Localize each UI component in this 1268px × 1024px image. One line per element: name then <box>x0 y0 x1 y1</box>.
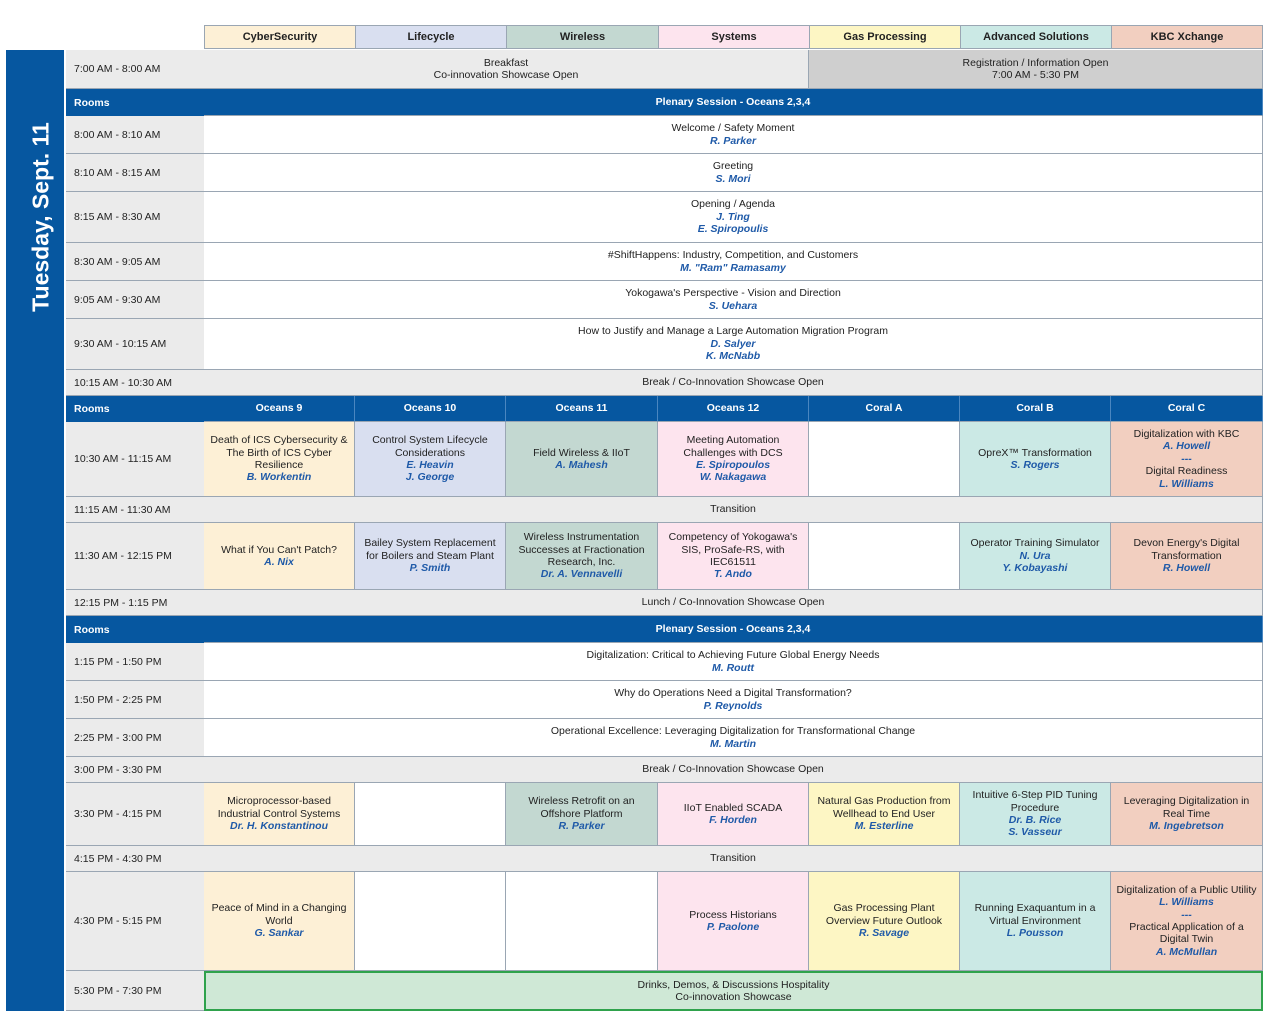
track-legend-item: Advanced Solutions <box>960 25 1112 49</box>
session-cell <box>355 872 506 971</box>
time-slot: 10:30 AM - 11:15 AM <box>66 422 204 497</box>
session-cell <box>960 422 1111 497</box>
plenary-session <box>204 719 1263 757</box>
room-header: Coral A <box>809 396 960 422</box>
rooms-label: Rooms <box>66 89 204 116</box>
registration-cell <box>809 50 1263 89</box>
drinks-line: Drinks, Demos, & Discussions Hospitality <box>637 978 830 991</box>
speaker-name: D. Salyer <box>710 337 756 350</box>
session-cell <box>204 872 355 971</box>
plenary-session <box>204 154 1263 192</box>
track-legend-item: Lifecycle <box>355 25 507 49</box>
plenary-session <box>204 681 1263 719</box>
break-row <box>204 370 1263 396</box>
speaker-name: L. Williams <box>1159 477 1214 490</box>
session-title: #ShiftHappens: Industry, Competition, and Customers <box>607 249 859 262</box>
day-label: Tuesday, Sept. 11 <box>27 122 54 312</box>
registration-line: 7:00 AM - 5:30 PM <box>992 69 1079 81</box>
speaker-name: Dr. A. Vennavelli <box>540 568 623 581</box>
session-title: Peace of Mind in a Changing World <box>211 902 347 927</box>
session-cell <box>355 523 506 590</box>
session-title: Intuitive 6-Step PID Tuning Procedure <box>972 789 1098 814</box>
speaker-name: S. Vasseur <box>1008 826 1062 839</box>
speaker-name: B. Workentin <box>246 471 312 484</box>
rooms-label: Rooms <box>66 616 204 643</box>
session-title: Death of ICS Cybersecurity & The Birth of ICS Cyber Resilience <box>210 434 348 471</box>
time-slot: 8:10 AM - 8:15 AM <box>66 154 204 192</box>
lunch-row <box>204 590 1263 616</box>
room-header: Oceans 9 <box>204 396 355 422</box>
session-title: Welcome / Safety Moment <box>671 122 795 135</box>
drinks-line: Co-innovation Showcase <box>675 991 792 1003</box>
speaker-name: M. Ingebretson <box>1149 820 1224 833</box>
break-row <box>204 757 1263 783</box>
session-title: Digitalization of a Public Utility <box>1116 883 1257 896</box>
session-title: How to Justify and Manage a Large Automation Migration Program <box>578 325 888 338</box>
speaker-name: R. Howell <box>1162 562 1211 575</box>
session-cell <box>658 422 809 497</box>
session-cell <box>355 422 506 497</box>
speaker-name: N. Ura <box>1019 549 1051 562</box>
speaker-name: W. Nakagawa <box>699 471 767 484</box>
time-slot: 5:30 PM - 7:30 PM <box>66 971 204 1011</box>
speaker-name: R. Parker <box>558 820 605 833</box>
session-title: OpreX™ Transformation <box>978 446 1092 459</box>
session-title: Wireless Instrumentation Successes at Fractionation Research, Inc. <box>518 531 645 568</box>
speaker-name: A. McMullan <box>1155 945 1218 958</box>
session-cell <box>658 872 809 971</box>
plenary-title: Plenary Session - Oceans 2,3,4 <box>655 95 811 108</box>
transition-label: Transition <box>710 503 756 516</box>
registration-line: Registration / Information Open <box>962 56 1109 69</box>
track-legend-item: CyberSecurity <box>204 25 356 49</box>
speaker-name: A. Mahesh <box>555 459 608 471</box>
time-slot: 4:30 PM - 5:15 PM <box>66 872 204 971</box>
session-title: What if You Can't Patch? <box>221 543 337 556</box>
transition-label: Transition <box>710 852 756 865</box>
session-cell <box>809 872 960 971</box>
time-slot: 1:15 PM - 1:50 PM <box>66 643 204 681</box>
session-cell <box>809 422 960 497</box>
breakfast-line: Breakfast <box>483 56 529 69</box>
time-slot: 1:50 PM - 2:25 PM <box>66 681 204 719</box>
track-legend-item: KBC Xchange <box>1111 25 1263 49</box>
track-legend-item: Systems <box>658 25 810 49</box>
plenary-session <box>204 116 1263 154</box>
speaker-name: L. Pousson <box>1006 927 1064 940</box>
session-title: Gas Processing Plant Overview Future Outlook <box>825 902 943 927</box>
speaker-name: S. Rogers <box>1010 459 1060 471</box>
session-title: Field Wireless & IIoT <box>533 446 630 459</box>
speaker-name: P. Paolone <box>706 921 760 933</box>
transition-row <box>204 497 1263 523</box>
speaker-name: P. Smith <box>409 562 451 575</box>
time-slot: 3:00 PM - 3:30 PM <box>66 757 204 783</box>
speaker-name: J. Ting <box>716 210 750 223</box>
plenary-session <box>204 319 1263 370</box>
session-title: Devon Energy's Digital Transformation <box>1133 537 1240 562</box>
session-title: Digitalization with KBC <box>1133 427 1240 440</box>
speaker-name: S. Uehara <box>708 299 758 312</box>
session-title: Yokogawa's Perspective - Vision and Direction <box>625 287 841 300</box>
session-cell <box>506 783 658 846</box>
session-cell <box>809 523 960 590</box>
session-cell <box>204 422 355 497</box>
speaker-name: K. McNabb <box>705 350 761 363</box>
room-header: Oceans 11 <box>506 396 658 422</box>
session-title: Meeting Automation Challenges with DCS <box>683 434 783 459</box>
speaker-name: A. Nix <box>264 556 294 568</box>
time-slot: 7:00 AM - 8:00 AM <box>66 50 204 89</box>
session-cell <box>506 422 658 497</box>
session-cell <box>658 523 809 590</box>
time-slot: 8:15 AM - 8:30 AM <box>66 192 204 243</box>
drinks-cell <box>204 971 1263 1011</box>
speaker-name: T. Ando <box>714 568 752 581</box>
speaker-name: P. Reynolds <box>703 699 763 712</box>
speaker-name: M. Routt <box>712 661 754 674</box>
plenary-title: Plenary Session - Oceans 2,3,4 <box>655 622 811 635</box>
session-cell <box>960 523 1111 590</box>
session-cell <box>1111 523 1263 590</box>
speaker-name: M. Esterline <box>854 820 914 833</box>
session-title: Competency of Yokogawa's SIS, ProSafe-RS, with IEC61511 <box>668 531 798 568</box>
session-title: Process Historians <box>689 908 777 921</box>
speaker-name: G. Sankar <box>254 927 304 940</box>
breakfast-line: Co-innovation Showcase Open <box>433 69 579 81</box>
session-cell <box>960 872 1111 971</box>
plenary-session <box>204 643 1263 681</box>
session-title: Control System Lifecycle Considerations <box>372 434 488 459</box>
break-label: Break / Co-Innovation Showcase Open <box>642 376 824 389</box>
plenary-session <box>204 192 1263 243</box>
time-slot: 9:05 AM - 9:30 AM <box>66 281 204 319</box>
track-legend-item: Wireless <box>506 25 659 49</box>
speaker-name: R. Parker <box>709 134 757 147</box>
speaker-name: A. Howell <box>1162 440 1211 453</box>
speaker-name: R. Savage <box>858 927 910 940</box>
session-title: Running Exaquantum in a Virtual Environment <box>974 902 1096 927</box>
speaker-name: S. Mori <box>715 172 751 185</box>
session-title: Wireless Retrofit on an Offshore Platform <box>528 795 635 820</box>
session-title: Operational Excellence: Leveraging Digitalization for Transformational Change <box>550 725 916 738</box>
session-title: Operator Training Simulator <box>970 537 1100 550</box>
time-slot: 10:15 AM - 10:30 AM <box>66 370 204 396</box>
session-cell <box>506 523 658 590</box>
speaker-name: Dr. B. Rice <box>1008 814 1062 826</box>
session-cell <box>506 872 658 971</box>
session-cell <box>1111 783 1263 846</box>
lunch-label: Lunch / Co-Innovation Showcase Open <box>641 596 825 609</box>
speaker-name: M. "Ram" Ramasamy <box>680 261 786 274</box>
speaker-name: M. Martin <box>709 737 757 750</box>
day-banner <box>6 50 64 1011</box>
track-legend-item: Gas Processing <box>809 25 961 49</box>
session-title: IIoT Enabled SCADA <box>683 801 783 814</box>
time-slot: 3:30 PM - 4:15 PM <box>66 783 204 846</box>
session-title: Digitalization: Critical to Achieving Future Global Energy Needs <box>586 649 880 662</box>
session-title: Bailey System Replacement for Boilers and Steam Plant <box>364 537 496 562</box>
time-slot: 8:00 AM - 8:10 AM <box>66 116 204 154</box>
time-slot: 9:30 AM - 10:15 AM <box>66 319 204 370</box>
speaker-name: E. Spiropoulos <box>695 459 771 471</box>
session-cell <box>960 783 1111 846</box>
time-slot: 2:25 PM - 3:00 PM <box>66 719 204 757</box>
session-title: Leveraging Digitalization in Real Time <box>1123 795 1250 820</box>
session-cell <box>355 783 506 846</box>
plenary-session <box>204 243 1263 281</box>
room-header: Oceans 12 <box>658 396 809 422</box>
time-slot: 8:30 AM - 9:05 AM <box>66 243 204 281</box>
speaker-name: Dr. H. Konstantinou <box>230 820 328 833</box>
divider: --- <box>1181 452 1192 465</box>
speaker-name: L. Williams <box>1159 896 1214 909</box>
time-slot: 4:15 PM - 4:30 PM <box>66 846 204 872</box>
speaker-name: E. Spiropoulis <box>697 223 769 236</box>
session-cell <box>658 783 809 846</box>
session-title: Practical Application of a Digital Twin <box>1129 921 1244 946</box>
breakfast-cell <box>204 50 809 89</box>
session-title: Microprocessor-based Industrial Control Systems <box>217 795 341 820</box>
session-cell <box>204 523 355 590</box>
session-cell <box>204 783 355 846</box>
session-title: Opening / Agenda <box>690 198 776 211</box>
speaker-name: E. Heavin <box>406 459 454 471</box>
plenary-header <box>204 89 1263 116</box>
rooms-label: Rooms <box>66 396 204 422</box>
session-title: Greeting <box>712 160 754 173</box>
transition-row <box>204 846 1263 872</box>
room-header: Oceans 10 <box>355 396 506 422</box>
speaker-name: F. Horden <box>709 814 757 826</box>
break-label: Break / Co-Innovation Showcase Open <box>642 763 824 776</box>
speaker-name: Y. Kobayashi <box>1002 562 1068 575</box>
session-title: Natural Gas Production from Wellhead to End User <box>817 795 951 820</box>
time-slot: 12:15 PM - 1:15 PM <box>66 590 204 616</box>
session-cell <box>1111 422 1263 497</box>
room-header: Coral B <box>960 396 1111 422</box>
divider: --- <box>1181 908 1192 921</box>
speaker-name: J. George <box>405 471 455 484</box>
session-title: Digital Readiness <box>1145 465 1228 478</box>
time-slot: 11:15 AM - 11:30 AM <box>66 497 204 523</box>
session-title: Why do Operations Need a Digital Transformation? <box>614 687 852 700</box>
plenary-session <box>204 281 1263 319</box>
plenary-header <box>204 616 1263 643</box>
session-cell <box>1111 872 1263 971</box>
room-header: Coral C <box>1111 396 1263 422</box>
time-slot: 11:30 AM - 12:15 PM <box>66 523 204 590</box>
session-cell <box>809 783 960 846</box>
